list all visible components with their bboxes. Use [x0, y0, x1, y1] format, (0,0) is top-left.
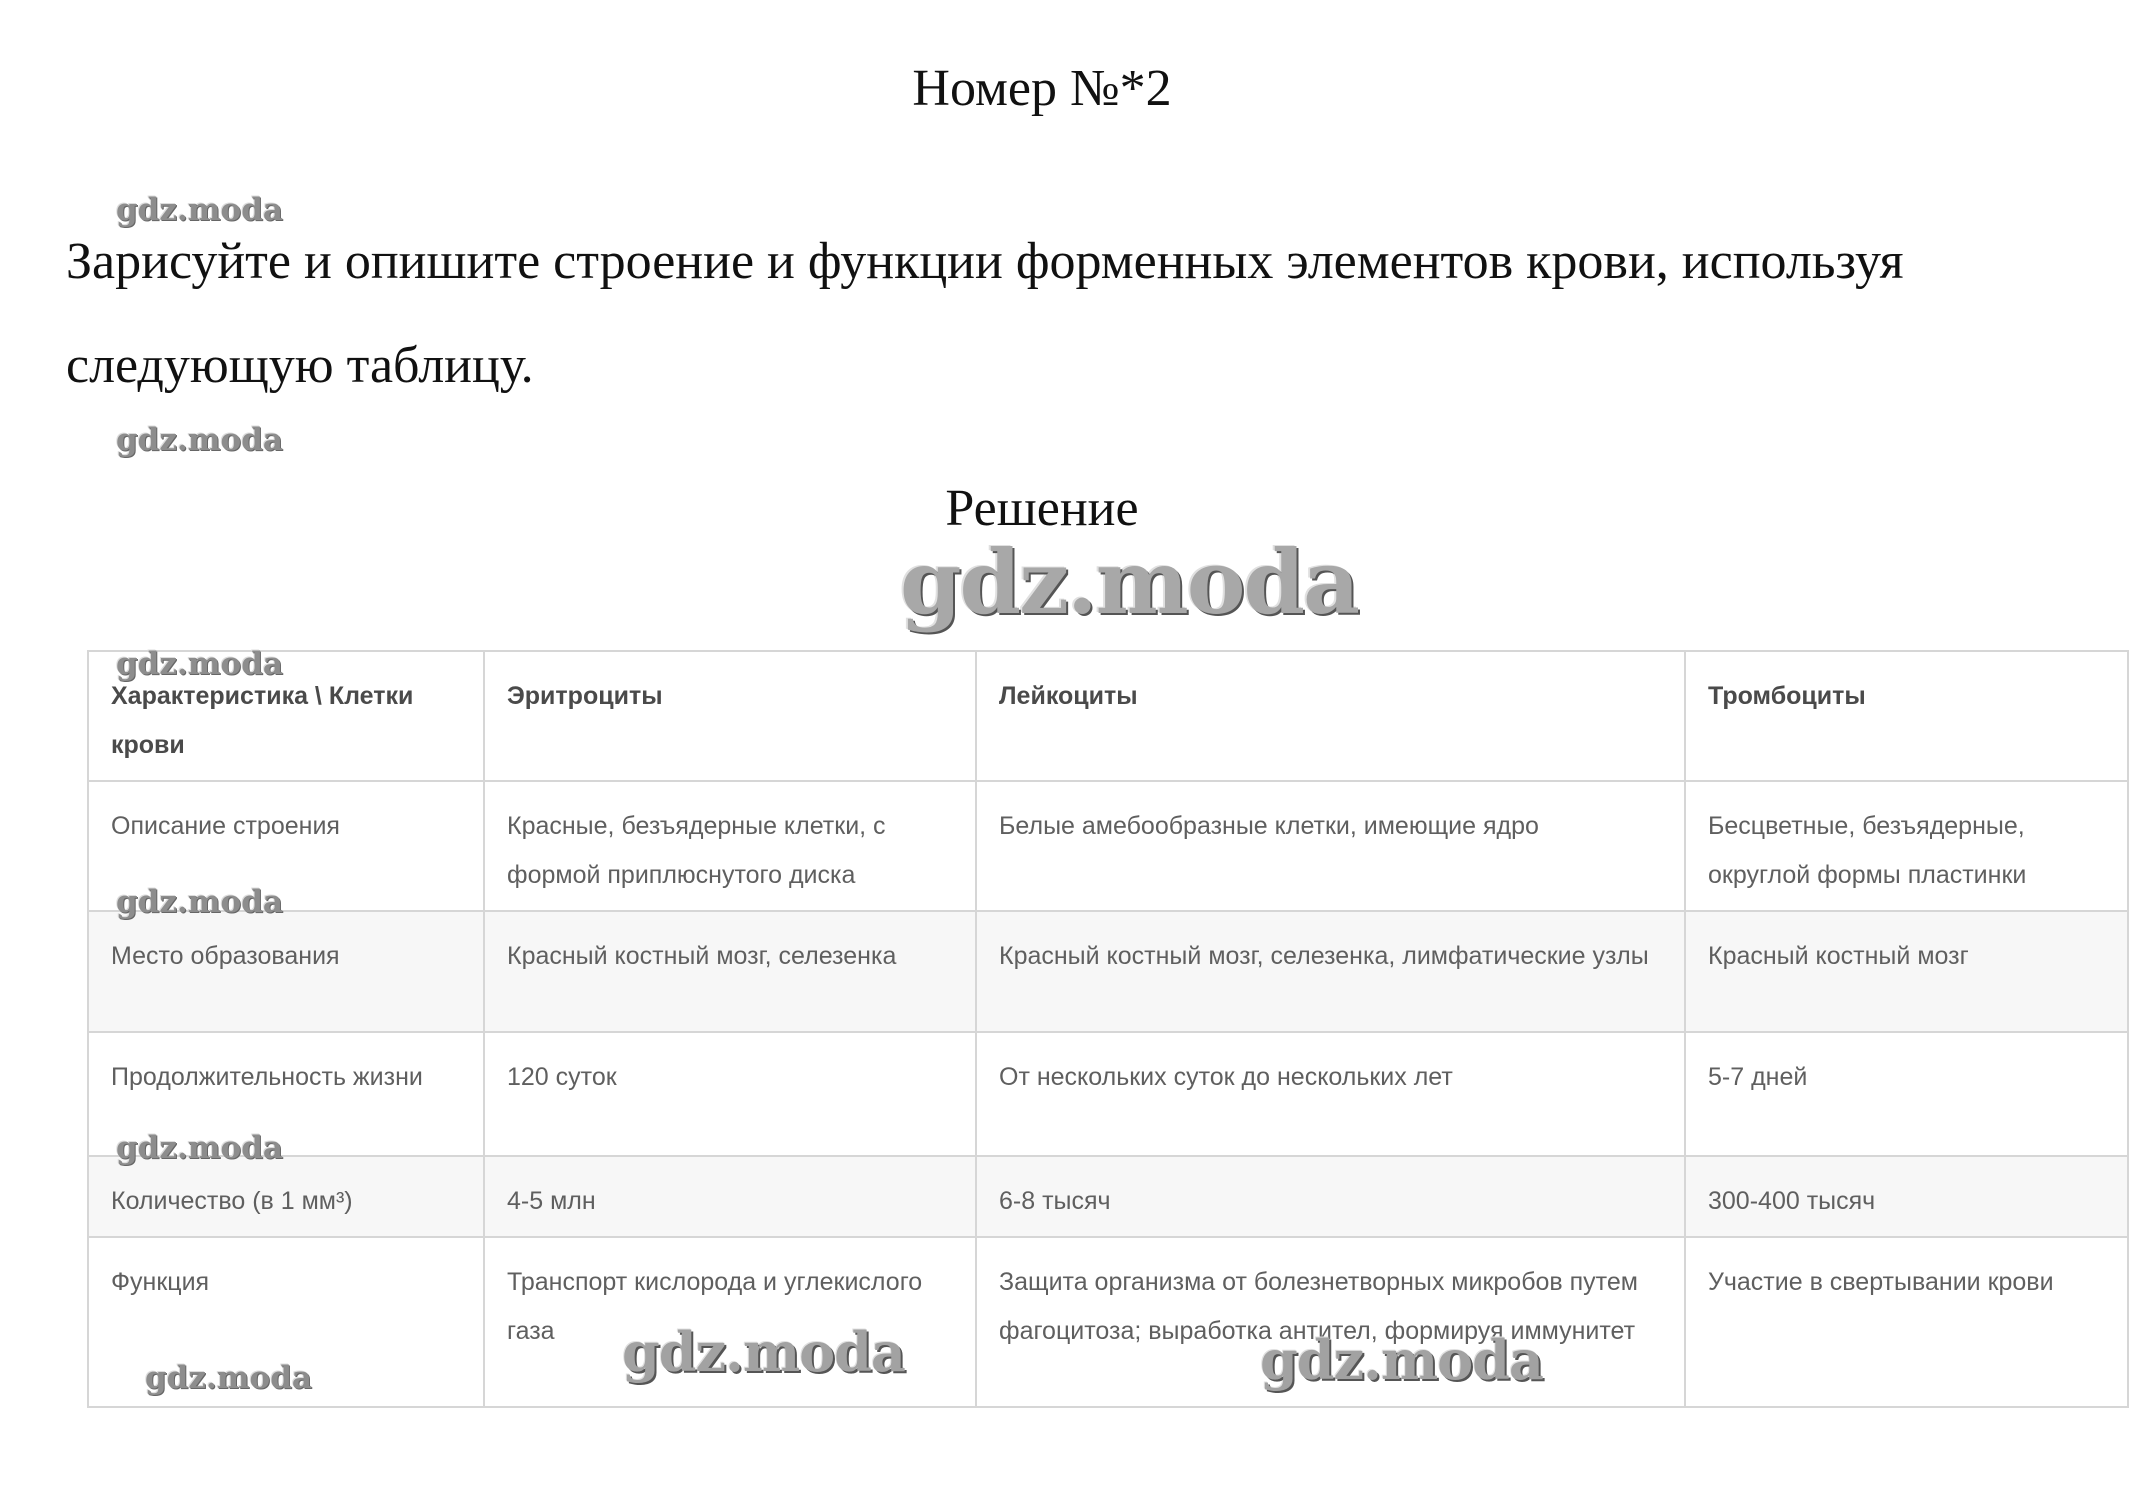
watermark-text: gdz.moda [145, 1360, 312, 1396]
table-cell: Красный костный мозг, селезенка [484, 911, 976, 1032]
table-header-row [88, 651, 2128, 781]
table-cell: 120 суток [484, 1032, 976, 1156]
page-title: Номер №*2 [912, 60, 1172, 117]
table-cell: Бесцветные, безъядерные, округлой формы пластинки [1685, 781, 2128, 911]
blood-cells-table [87, 650, 2129, 1408]
table-cell: Транспорт кислорода и углекислого газа [484, 1237, 976, 1407]
task-text: Зарисуйте и опишите строение и функции форменных элементов крови, используя следующую таблицу. [66, 233, 1904, 394]
solution-heading: Решение [945, 480, 1139, 537]
header-cell: Эритроциты [484, 651, 976, 781]
watermark-text: gdz.moda [900, 530, 1359, 634]
table-cell: Продолжительность жизни [88, 1032, 484, 1156]
table-cell: Место образования [88, 911, 484, 1032]
watermark-text: gdz.moda [622, 1320, 905, 1384]
watermark-text: gdz.moda [116, 192, 283, 228]
table-cell: Красные, безъядерные клетки, с формой приплюснутого диска [484, 781, 976, 911]
watermark-text: gdz.moda [116, 884, 283, 920]
table-cell: 300-400 тысяч [1685, 1156, 2128, 1237]
table-row [88, 781, 2128, 911]
table-cell: Участие в свертывании крови [1685, 1237, 2128, 1407]
table-cell: От нескольких суток до нескольких лет [976, 1032, 1685, 1156]
table-cell: Описание строения [88, 781, 484, 911]
table-row [88, 1237, 2128, 1407]
table-cell: Количество (в 1 мм³) [88, 1156, 484, 1237]
table-row [88, 1156, 2128, 1237]
table-cell: 5-7 дней [1685, 1032, 2128, 1156]
table-cell: 6-8 тысяч [976, 1156, 1685, 1237]
table-cell: Белые амебообразные клетки, имеющие ядро [976, 781, 1685, 911]
table-cell: Красный костный мозг, селезенка, лимфатические узлы [976, 911, 1685, 1032]
watermark-text: gdz.moda [1260, 1328, 1543, 1392]
header-cell: Тромбоциты [1685, 651, 2128, 781]
watermark-text: gdz.moda [116, 422, 283, 458]
header-cell: Лейкоциты [976, 651, 1685, 781]
table-cell: Защита организма от болезнетворных микробов путем фагоцитоза; выработка антител, формируя иммунитет [976, 1237, 1685, 1407]
watermark-text: gdz.moda [116, 1130, 283, 1166]
watermark-text: gdz.moda [116, 646, 283, 682]
table-cell: Красный костный мозг [1685, 911, 2128, 1032]
header-cell: Характеристика \ Клетки крови [88, 651, 484, 781]
table-cell: 4-5 млн [484, 1156, 976, 1237]
table-row [88, 911, 2128, 1032]
table-row [88, 1032, 2128, 1156]
table-cell: Функция [88, 1237, 484, 1407]
